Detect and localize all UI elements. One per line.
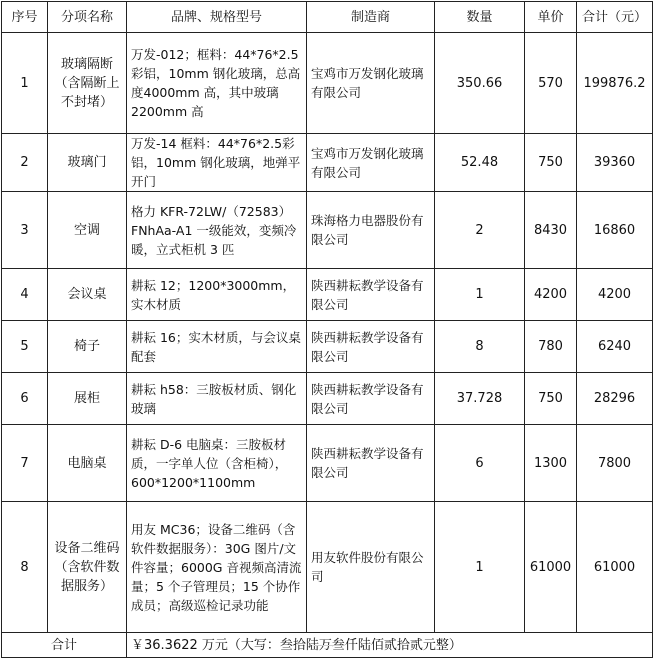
row-price: 750 bbox=[525, 373, 577, 425]
col-header-spec: 品牌、规格型号 bbox=[127, 2, 307, 33]
row-total: 16860 bbox=[577, 192, 653, 269]
col-header-no: 序号 bbox=[2, 2, 48, 33]
row-spec: 用友 MC36；设备二维码（含软件数据服务）：30G 图片/文件容量；6000G 音视频高清流量；5 个子管理员；15 个协作成员；高级巡检记录功能 bbox=[127, 502, 307, 633]
row-no: 3 bbox=[2, 192, 48, 269]
row-qty: 1 bbox=[435, 269, 525, 321]
row-total: 61000 bbox=[577, 502, 653, 633]
row-no: 2 bbox=[2, 134, 48, 192]
header-row bbox=[2, 2, 653, 33]
row-spec: 格力 KFR-72LW/（72583）FNhAa-A1 一级能效，变频冷暖，立式柜机 3 匹 bbox=[127, 192, 307, 269]
row-qty: 6 bbox=[435, 425, 525, 502]
row-price: 570 bbox=[525, 33, 577, 134]
row-qty: 2 bbox=[435, 192, 525, 269]
row-maker: 宝鸡市万发钢化玻璃有限公司 bbox=[307, 134, 435, 192]
row-spec: 耕耘 D-6 电脑桌：三胺板材质，一字单人位（含柜椅），600*1200*1100mm bbox=[127, 425, 307, 502]
row-total: 7800 bbox=[577, 425, 653, 502]
row-total: 28296 bbox=[577, 373, 653, 425]
row-total: 199876.2 bbox=[577, 33, 653, 134]
row-no: 1 bbox=[2, 33, 48, 134]
row-item: 玻璃隔断（含隔断上不封堵） bbox=[48, 33, 127, 134]
summary-text: ￥36.3622 万元（大写：叁拾陆万叁仟陆佰贰拾贰元整） bbox=[127, 633, 653, 658]
row-price: 61000 bbox=[525, 502, 577, 633]
table-row bbox=[2, 192, 653, 269]
row-total: 4200 bbox=[577, 269, 653, 321]
row-maker: 用友软件股份有限公司 bbox=[307, 502, 435, 633]
row-price: 4200 bbox=[525, 269, 577, 321]
table-row bbox=[2, 373, 653, 425]
row-qty: 350.66 bbox=[435, 33, 525, 134]
row-item: 电脑桌 bbox=[48, 425, 127, 502]
row-qty: 37.728 bbox=[435, 373, 525, 425]
table-row bbox=[2, 502, 653, 633]
col-header-total: 合计（元） bbox=[577, 2, 653, 33]
row-price: 750 bbox=[525, 134, 577, 192]
procurement-table bbox=[1, 1, 653, 658]
row-spec: 万发-012；框料：44*76*2.5彩铝，10mm 钢化玻璃，总高度4000mm 高，其中玻璃 2200mm 高 bbox=[127, 33, 307, 134]
row-spec: 万发-14 框料：44*76*2.5彩铝，10mm 钢化玻璃，地弹平开门 bbox=[127, 134, 307, 192]
row-spec: 耕耘 12；1200*3000mm，实木材质 bbox=[127, 269, 307, 321]
table-row bbox=[2, 321, 653, 373]
col-header-price: 单价 bbox=[525, 2, 577, 33]
row-spec: 耕耘 16；实木材质，与会议桌配套 bbox=[127, 321, 307, 373]
row-spec: 耕耘 h58：三胺板材质、钢化玻璃 bbox=[127, 373, 307, 425]
table-row bbox=[2, 269, 653, 321]
row-item: 空调 bbox=[48, 192, 127, 269]
row-total: 39360 bbox=[577, 134, 653, 192]
row-item: 会议桌 bbox=[48, 269, 127, 321]
col-header-maker: 制造商 bbox=[307, 2, 435, 33]
row-maker: 珠海格力电器股份有限公司 bbox=[307, 192, 435, 269]
row-no: 8 bbox=[2, 502, 48, 633]
row-item: 设备二维码（含软件数据服务） bbox=[48, 502, 127, 633]
row-no: 6 bbox=[2, 373, 48, 425]
row-maker: 宝鸡市万发钢化玻璃有限公司 bbox=[307, 33, 435, 134]
row-price: 1300 bbox=[525, 425, 577, 502]
table-row bbox=[2, 33, 653, 134]
row-total: 6240 bbox=[577, 321, 653, 373]
row-qty: 52.48 bbox=[435, 134, 525, 192]
row-maker: 陕西耕耘教学设备有限公司 bbox=[307, 425, 435, 502]
row-price: 780 bbox=[525, 321, 577, 373]
row-no: 7 bbox=[2, 425, 48, 502]
table-row bbox=[2, 425, 653, 502]
row-qty: 8 bbox=[435, 321, 525, 373]
table-row bbox=[2, 134, 653, 192]
row-qty: 1 bbox=[435, 502, 525, 633]
row-no: 5 bbox=[2, 321, 48, 373]
row-maker: 陕西耕耘教学设备有限公司 bbox=[307, 321, 435, 373]
row-item: 玻璃门 bbox=[48, 134, 127, 192]
row-maker: 陕西耕耘教学设备有限公司 bbox=[307, 373, 435, 425]
row-no: 4 bbox=[2, 269, 48, 321]
row-maker: 陕西耕耘教学设备有限公司 bbox=[307, 269, 435, 321]
row-price: 8430 bbox=[525, 192, 577, 269]
summary-label: 合计 bbox=[2, 633, 127, 658]
row-item: 展柜 bbox=[48, 373, 127, 425]
col-header-qty: 数量 bbox=[435, 2, 525, 33]
row-item: 椅子 bbox=[48, 321, 127, 373]
col-header-item: 分项名称 bbox=[48, 2, 127, 33]
